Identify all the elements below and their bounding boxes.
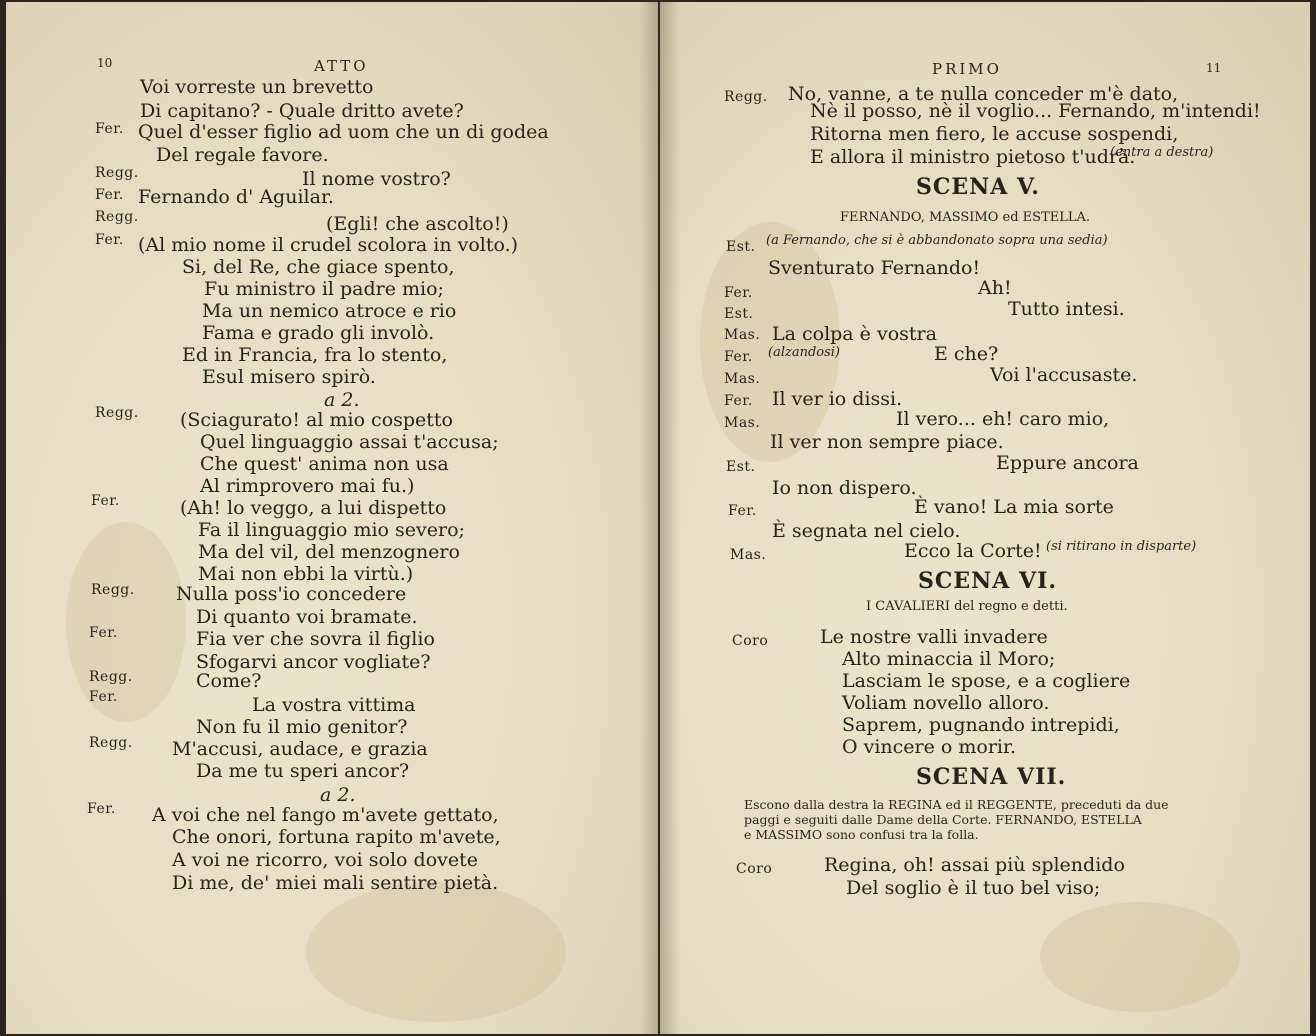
verse-line: Fia ver che sovra il figlio — [196, 628, 435, 650]
verse-line: Di quanto voi bramate. — [196, 606, 418, 628]
verse-line: Fernando d' Aguilar. — [138, 186, 334, 208]
verse-line: No, vanne, a te nulla conceder m'è dato, — [788, 83, 1179, 105]
verse-line: (Al mio nome il crudel scolora in volto.) — [138, 234, 519, 256]
speaker-label: Fer. — [89, 625, 118, 641]
page-number: 11 — [1206, 61, 1222, 75]
verse-line: Quel d'esser figlio ad uom che un di godea — [138, 121, 549, 143]
verse-line: Al rimprovero mai fu.) — [200, 475, 415, 497]
speaker-label: Fer. — [87, 801, 116, 817]
scene-heading: SCENA VI. — [918, 568, 1058, 594]
stage-direction: (alzandosi) — [768, 345, 841, 360]
verse-line: Che quest' anima non usa — [200, 453, 449, 475]
verse-line: Eppure ancora — [996, 452, 1139, 474]
speaker-label: Mas. — [724, 327, 761, 343]
verse-line: Le nostre valli invadere — [820, 626, 1048, 648]
scene-heading: SCENA VII. — [916, 764, 1067, 790]
verse-line: (Egli! che ascolto!) — [326, 213, 509, 235]
verse-line: M'accusi, audace, e grazia — [172, 738, 428, 760]
running-head: ATTO — [314, 57, 369, 75]
verse-line: (Sciagurato! al mio cospetto — [180, 409, 453, 431]
verse-line: Quel linguaggio assai t'accusa; — [200, 431, 499, 453]
speaker-label: Coro — [736, 861, 773, 877]
verse-line: Mai non ebbi la virtù.) — [198, 563, 414, 585]
stage-direction: Escono dalla destra la REGINA ed il REGGENTE, preceduti da due — [744, 797, 1169, 812]
verse-line: Del regale favore. — [156, 144, 329, 166]
speaker-label: Fer. — [724, 285, 753, 301]
verse-line: Nè il posso, nè il voglio... Fernando, m'intendi! — [810, 100, 1261, 122]
verse-line: Ma del vil, del menzognero — [198, 541, 460, 563]
speaker-label: Mas. — [724, 371, 761, 387]
stage-direction: (entra a destra) — [1110, 145, 1214, 160]
speaker-label: Fer. — [91, 493, 120, 509]
verse-line: E che? — [934, 343, 999, 365]
speaker-label: Coro — [732, 633, 769, 649]
speaker-label: Fer. — [95, 187, 124, 203]
stage-direction: paggi e seguiti dalle Dame della Corte. FERNANDO, ESTELLA — [744, 812, 1142, 827]
verse-line: Sfogarvi ancor vogliate? — [196, 651, 431, 673]
verse-line: Fama e grado gli involò. — [202, 322, 435, 344]
character-list: FERNANDO, MASSIMO ed ESTELLA. — [840, 210, 1091, 225]
verse-line: Il nome vostro? — [302, 168, 451, 190]
speaker-label: Est. — [724, 306, 754, 322]
verse-line: Voliam novello alloro. — [842, 692, 1050, 714]
stage-note: a 2. — [324, 389, 360, 411]
speaker-label: Regg. — [91, 582, 135, 598]
paper-stain — [1040, 902, 1240, 1012]
verse-line: Di me, de' miei mali sentire pietà. — [172, 872, 499, 894]
verse-line: Nulla poss'io concedere — [176, 583, 407, 605]
speaker-label: Regg. — [95, 165, 139, 181]
verse-line: Tutto intesi. — [1008, 298, 1125, 320]
verse-line: Del soglio è il tuo bel viso; — [846, 877, 1101, 899]
verse-line: È segnata nel cielo. — [772, 520, 961, 542]
stage-direction: e MASSIMO sono confusi tra la folla. — [744, 827, 979, 842]
stage-note: a 2. — [320, 784, 356, 806]
stage-direction: (a Fernando, che si è abbandonato sopra una sedia) — [766, 233, 1108, 248]
verse-line: Non fu il mio genitor? — [196, 716, 408, 738]
verse-line: Da me tu speri ancor? — [196, 760, 410, 782]
paper-stain — [66, 522, 186, 722]
speaker-label: Fer. — [95, 121, 124, 137]
character-list: I CAVALIERI del regno e detti. — [866, 599, 1068, 614]
verse-line: A voi ne ricorro, voi solo dovete — [172, 849, 478, 871]
verse-line: Come? — [196, 670, 262, 692]
speaker-label: Regg. — [89, 669, 133, 685]
verse-line: Il ver io dissi. — [772, 388, 903, 410]
verse-line: La vostra vittima — [252, 694, 416, 716]
verse-line: Lasciam le spose, e a cogliere — [842, 670, 1131, 692]
verse-line: (Ah! lo veggo, a lui dispetto — [180, 497, 447, 519]
speaker-label: Fer. — [724, 349, 753, 365]
verse-line: Il ver non sempre piace. — [770, 431, 1004, 453]
left-page — [6, 2, 658, 1034]
verse-line: Ecco la Corte! — [904, 540, 1042, 562]
speaker-label: Mas. — [730, 547, 767, 563]
verse-line: Voi l'accusaste. — [990, 364, 1138, 386]
speaker-label: Regg. — [95, 405, 139, 421]
verse-line: Alto minaccia il Moro; — [842, 648, 1056, 670]
paper-stain — [306, 882, 566, 1022]
verse-line: Voi vorreste un brevetto — [140, 76, 374, 98]
verse-line: Sventurato Fernando! — [768, 257, 981, 279]
verse-line: Saprem, pugnando intrepidi, — [842, 714, 1120, 736]
stage-direction: (si ritirano in disparte) — [1046, 539, 1197, 554]
verse-line: È vano! La mia sorte — [914, 496, 1114, 518]
verse-line: E allora il ministro pietoso t'udrà. — [810, 146, 1136, 168]
speaker-label: Fer. — [89, 689, 118, 705]
verse-line: Regina, oh! assai più splendido — [824, 854, 1125, 876]
speaker-label: Fer. — [95, 232, 124, 248]
verse-line: Che onori, fortuna rapito m'avete, — [172, 826, 501, 848]
speaker-label: Regg. — [89, 735, 133, 751]
speaker-label: Est. — [726, 459, 756, 475]
speaker-label: Mas. — [724, 415, 761, 431]
verse-line: Ritorna men fiero, le accuse sospendi, — [810, 123, 1179, 145]
page-number: 10 — [97, 56, 113, 70]
verse-line: La colpa è vostra — [772, 323, 937, 345]
speaker-label: Fer. — [724, 393, 753, 409]
verse-line: Esul misero spirò. — [202, 366, 376, 388]
verse-line: Fa il linguaggio mio severo; — [198, 519, 465, 541]
verse-line: A voi che nel fango m'avete gettato, — [152, 804, 499, 826]
verse-line: Il vero... eh! caro mio, — [896, 408, 1110, 430]
speaker-label: Regg. — [724, 89, 768, 105]
running-head: PRIMO — [932, 60, 1002, 78]
verse-line: Ma un nemico atroce e rio — [202, 300, 457, 322]
verse-line: Ed in Francia, fra lo stento, — [182, 344, 448, 366]
verse-line: Io non dispero. — [772, 477, 917, 499]
scene-heading: SCENA V. — [916, 174, 1040, 200]
verse-line: Ah! — [978, 277, 1012, 299]
speaker-label: Regg. — [95, 209, 139, 225]
speaker-label: Fer. — [728, 503, 757, 519]
verse-line: O vincere o morir. — [842, 736, 1017, 758]
verse-line: Di capitano? - Quale dritto avete? — [140, 100, 464, 122]
verse-line: Fu ministro il padre mio; — [204, 278, 444, 300]
right-page — [660, 2, 1310, 1034]
verse-line: Si, del Re, che giace spento, — [182, 256, 455, 278]
speaker-label: Est. — [726, 239, 756, 255]
